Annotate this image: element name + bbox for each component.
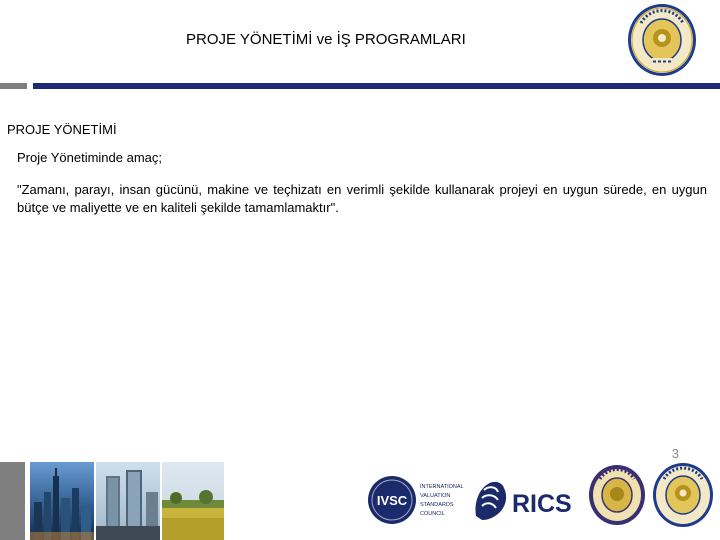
header-band [33,83,720,89]
slide-title: PROJE YÖNETİMİ ve İŞ PROGRAMLARI [186,31,466,48]
partner-logos [350,462,720,540]
sub-heading: Proje Yönetiminde amaç; [17,150,163,165]
svg-text:VALUATION: VALUATION [420,493,451,499]
university-seal-icon [588,464,646,526]
svg-text:IVSC: IVSC [376,493,408,508]
section-heading: PROJE YÖNETİMİ [7,122,117,137]
university-seal-icon [652,462,714,528]
towers-photo [96,462,160,540]
city-skyline-photo [30,462,94,540]
footer-gray-bar [0,462,25,540]
rics-lion-icon [472,476,580,524]
header-band-left [0,83,27,89]
ivsc-logo-icon [366,474,466,526]
field-photo [162,462,224,540]
page-number: 3 [671,446,679,461]
svg-text:RICS: RICS [512,490,572,518]
svg-text:INTERNATIONAL: INTERNATIONAL [420,484,464,490]
definition-quote: "Zamanı, parayı, insan gücünü, makine ve teçhizatı en verimli şekilde kullanarak projeyi en uygun sürede, en uygun bütçe ve maliyette ve en kaliteli şekilde tamamlamaktır". [17,182,707,215]
svg-text:STANDARDS: STANDARDS [420,502,454,508]
svg-text:COUNCIL: COUNCIL [420,511,445,517]
university-seal-icon [627,3,697,77]
